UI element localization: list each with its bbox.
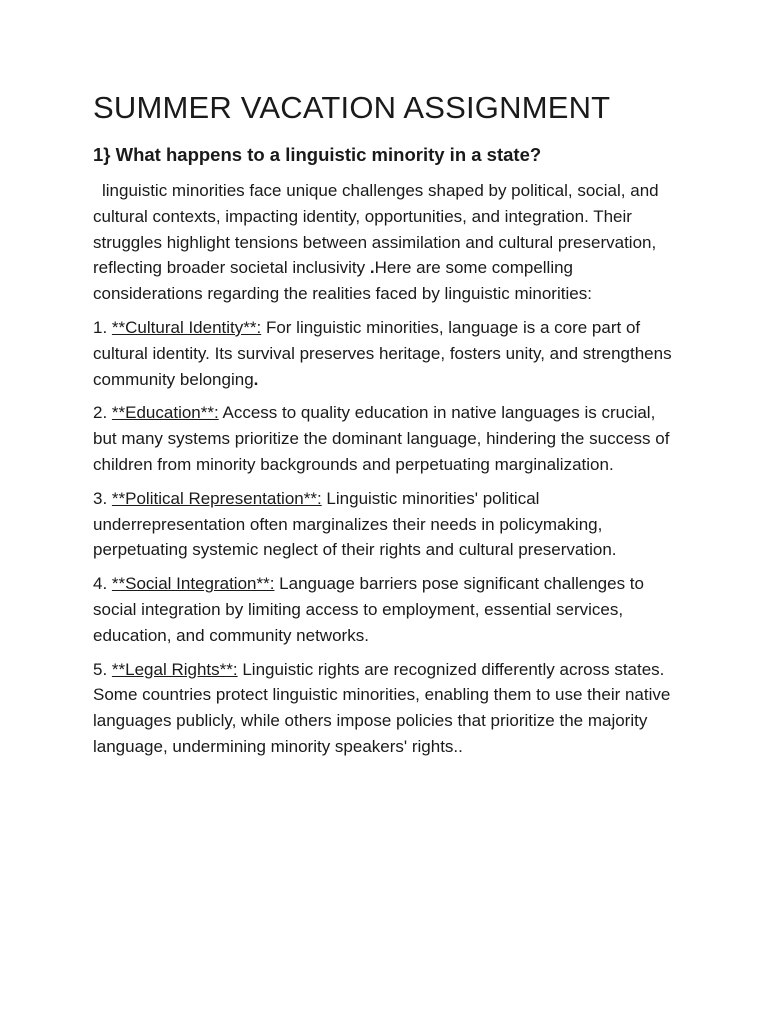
list-item-political-representation <box>93 486 683 563</box>
item-number: 4. <box>93 574 112 594</box>
intro-text-continued: Here are some compelling considerations regarding the realities faced by linguistic minorities: <box>93 258 592 304</box>
item-text: Linguistic minorities' political underrepresentation often marginalizes their needs in policymaking, perpetuating systemic neglect of their rights and cultural preservation. <box>93 488 617 560</box>
list-item-legal-rights <box>93 657 683 760</box>
item-label: **Education**: <box>111 403 219 423</box>
item-label: **Legal Rights**: <box>111 659 238 679</box>
question-heading: 1} What happens to a linguistic minority in a state? <box>93 144 542 165</box>
item-text: For linguistic minorities, language is a core part of cultural identity. Its survival preserves heritage, fosters unity, and strengthens community belonging <box>93 317 672 389</box>
list-item-education <box>93 400 683 477</box>
document-title: SUMMER VACATION ASSIGNMENT <box>93 90 611 125</box>
item-text: Access to quality education in native languages is crucial, but many systems prioritize the dominant language, hindering the success of children from minority backgrounds and perpetuating marginalization. <box>93 403 670 474</box>
intro-dot: . <box>369 258 375 278</box>
item-label: **Cultural Identity**: <box>111 317 262 337</box>
list-item-social-integration <box>93 571 683 648</box>
item-label: **Social Integration**: <box>111 574 275 594</box>
item-number: 3. <box>93 488 112 508</box>
list-item-cultural-identity <box>93 315 683 392</box>
item-end: . <box>253 369 259 389</box>
intro-text: linguistic minorities face unique challenges shaped by political, social, and cultural contexts, impacting identity, opportunities, and integration. Their struggles highlight tensions between assimilation and cultural preservation, reflecting broader societal inclusivity <box>93 181 659 278</box>
item-label: **Political Representation**: <box>111 488 322 508</box>
item-text: Language barriers pose significant challenges to social integration by limiting access to employment, essential services, education, and community networks. <box>93 574 644 645</box>
item-text: Linguistic rights are recognized differently across states. Some countries protect linguistic minorities, enabling them to use their native languages publicly, while others impose policies that prioritize the majority language, undermining minority speakers' rights.. <box>93 659 671 756</box>
item-number: 5. <box>93 659 112 679</box>
intro-paragraph <box>93 178 683 307</box>
document-page <box>93 88 683 768</box>
item-number: 1. <box>93 317 112 337</box>
item-number: 2. <box>93 403 112 423</box>
